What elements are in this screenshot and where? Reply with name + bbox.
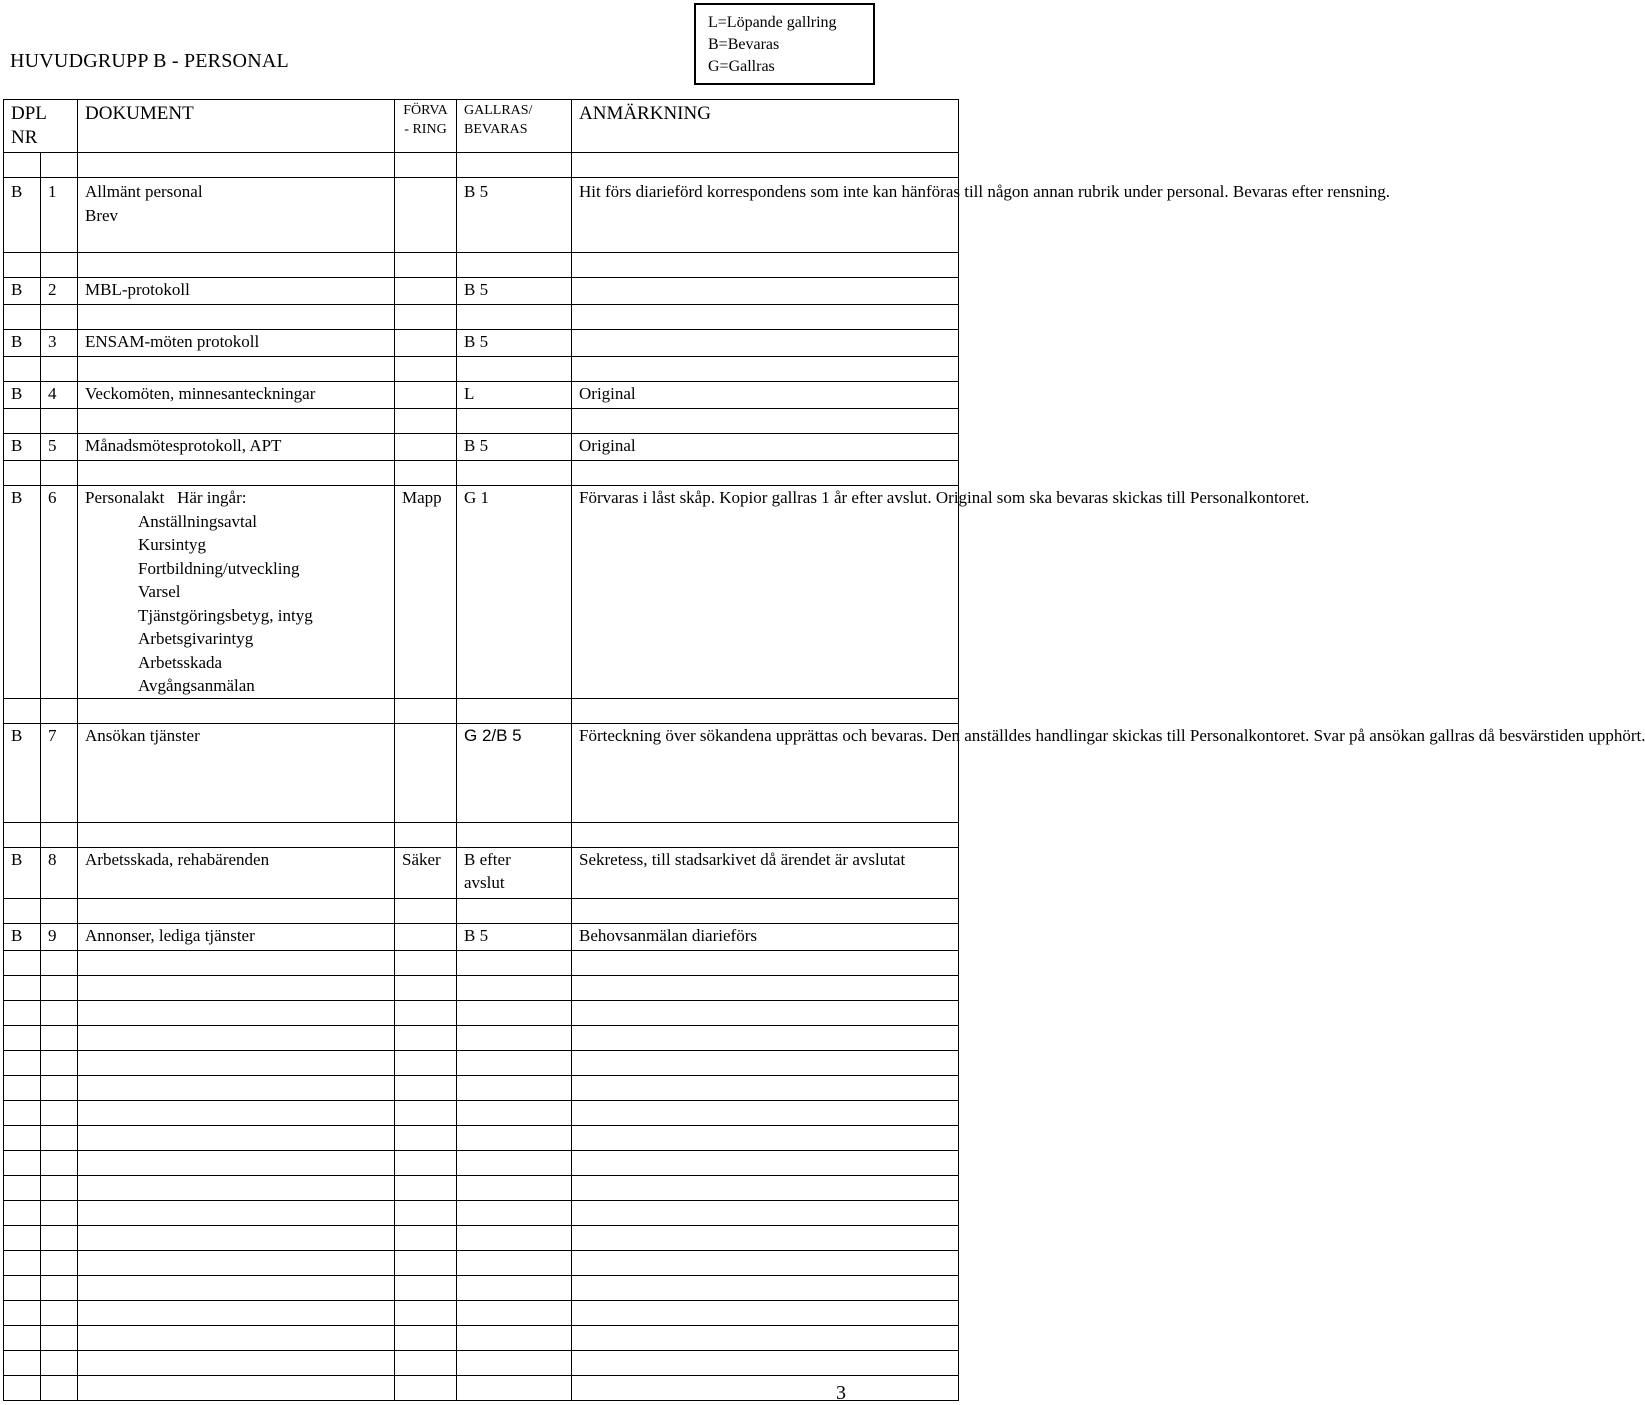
cell-nr: 6: [41, 486, 78, 699]
cell-gallras: B 5: [457, 434, 572, 461]
header-forvaring: [395, 100, 457, 153]
empty-row: [4, 950, 959, 975]
document-line: Allmänt personal: [85, 182, 203, 201]
empty-row: [4, 1275, 959, 1300]
header-forvaring-2: - RING: [404, 122, 447, 137]
empty-row: [4, 1225, 959, 1250]
cell-document: Ansökan tjänster: [78, 723, 395, 822]
spacer-row: [4, 305, 959, 330]
cell-gallras: [457, 847, 572, 898]
empty-row: [4, 1375, 959, 1400]
legend-box: [694, 3, 875, 85]
cell-document: [78, 486, 395, 699]
table-row: [4, 330, 959, 357]
cell-nr: 8: [41, 847, 78, 898]
cell-forvaring: Säker: [395, 847, 457, 898]
header-dpl: DPL: [11, 103, 47, 124]
cell-nr: 7: [41, 723, 78, 822]
cell-forvaring: [395, 382, 457, 409]
cell-gallras: B 5: [457, 923, 572, 950]
cell-nr: 3: [41, 330, 78, 357]
table-row: [4, 847, 959, 898]
cell-group: B: [4, 330, 41, 357]
empty-row: [4, 1025, 959, 1050]
header-gallras: [457, 100, 572, 153]
spacer-row: [4, 357, 959, 382]
empty-row: [4, 1200, 959, 1225]
table-row: [4, 723, 959, 822]
document-subitem: Avgångsanmälan: [138, 676, 255, 695]
table-row: [4, 382, 959, 409]
cell-document: Veckomöten, minnesanteckningar: [78, 382, 395, 409]
empty-row: [4, 1075, 959, 1100]
cell-group: B: [4, 278, 41, 305]
cell-group: B: [4, 178, 41, 253]
cell-anmarkning: Hit förs diarieförd korrespondens som inte kan hänföras till någon annan rubrik under personal. Bevaras efter rensning.: [572, 178, 959, 253]
cell-anmarkning: Original: [572, 382, 959, 409]
cell-group: B: [4, 434, 41, 461]
spacer-row: [4, 409, 959, 434]
document-table: [3, 99, 1645, 1401]
cell-nr: 1: [41, 178, 78, 253]
header-dokument: DOKUMENT: [78, 100, 395, 153]
empty-row: [4, 975, 959, 1000]
spacer-row: [4, 822, 959, 847]
cell-forvaring: [395, 178, 457, 253]
cell-anmarkning: Behovsanmälan diarieförs: [572, 923, 959, 950]
empty-row: [4, 1125, 959, 1150]
document-line: Brev: [85, 205, 119, 225]
spacer-row: [4, 898, 959, 923]
cell-gallras: B 5: [457, 330, 572, 357]
table-header: [4, 100, 959, 153]
cell-forvaring: [395, 434, 457, 461]
cell-document: Annonser, lediga tjänster: [78, 923, 395, 950]
spacer-row: [4, 461, 959, 486]
page-title: HUVUDGRUPP B - PERSONAL: [10, 50, 289, 72]
document-subitem: Kursintyg: [138, 535, 206, 554]
spacer-row: [4, 153, 959, 178]
cell-anmarkning: [572, 278, 959, 305]
cell-nr: 9: [41, 923, 78, 950]
cell-group: B: [4, 723, 41, 822]
document-subitem: Anställningsavtal: [138, 511, 257, 531]
table-row: [4, 278, 959, 305]
cell-forvaring: [395, 278, 457, 305]
cell-document: ENSAM-möten protokoll: [78, 330, 395, 357]
table-row: [4, 434, 959, 461]
cell-anmarkning: Original: [572, 434, 959, 461]
cell-gallras: G 2/B 5: [457, 723, 572, 822]
header-forvaring-1: FÖRVA: [403, 103, 448, 118]
cell-group: B: [4, 847, 41, 898]
cell-forvaring: [395, 723, 457, 822]
header-gallras-2: BEVARAS: [464, 122, 528, 137]
cell-forvaring: Mapp: [395, 486, 457, 699]
cell-gallras: G 1: [457, 486, 572, 699]
empty-row: [4, 1250, 959, 1275]
table-row: [4, 486, 959, 699]
empty-row: [4, 1050, 959, 1075]
legend-line: L=Löpande gallring: [708, 14, 837, 31]
legend-line: G=Gallras: [708, 58, 775, 75]
legend-line: B=Bevaras: [708, 36, 780, 53]
cell-nr: 5: [41, 434, 78, 461]
empty-row: [4, 1350, 959, 1375]
gallras-line: B efter: [464, 849, 511, 869]
cell-group: B: [4, 382, 41, 409]
empty-row: [4, 1300, 959, 1325]
cell-gallras: B 5: [457, 278, 572, 305]
spacer-row: [4, 698, 959, 723]
header-gallras-1: GALLRAS/: [464, 103, 533, 118]
cell-document: Månadsmötesprotokoll, APT: [78, 434, 395, 461]
document-subitem: Fortbildning/utveckling: [138, 558, 300, 578]
cell-group: B: [4, 486, 41, 699]
empty-row: [4, 1100, 959, 1125]
cell-forvaring: [395, 330, 457, 357]
cell-document: Arbetsskada, rehabärenden: [78, 847, 395, 898]
header-nr: NR: [11, 127, 38, 148]
cell-anmarkning: Sekretess, till stadsarkivet då ärendet är avslutat: [572, 847, 959, 898]
empty-row: [4, 1175, 959, 1200]
cell-nr: 2: [41, 278, 78, 305]
document-line: Personalakt Här ingår:: [85, 488, 247, 507]
cell-document: MBL-protokoll: [78, 278, 395, 305]
document-subitem: Tjänstgöringsbetyg, intyg: [138, 605, 313, 625]
cell-group: B: [4, 923, 41, 950]
cell-anmarkning: [572, 330, 959, 357]
document-subitem: Varsel: [138, 582, 181, 601]
header-anmarkning: ANMÄRKNING: [572, 100, 959, 153]
cell-gallras: L: [457, 382, 572, 409]
page-number: 3: [836, 1382, 846, 1404]
spacer-row: [4, 253, 959, 278]
cell-anmarkning: Förvaras i låst skåp. Kopior gallras 1 år efter avslut. Original som ska bevaras skickas till Personalkontoret.: [572, 486, 959, 699]
cell-gallras: B 5: [457, 178, 572, 253]
table-row: [4, 923, 959, 950]
gallras-line: avslut: [464, 873, 505, 892]
empty-row: [4, 1325, 959, 1350]
empty-row: [4, 1000, 959, 1025]
document-subitem: Arbetsskada: [138, 652, 223, 672]
empty-row: [4, 1150, 959, 1175]
header-dpl-nr: [4, 100, 78, 153]
table-row: [4, 178, 959, 253]
document-subitem: Arbetsgivarintyg: [138, 629, 254, 648]
cell-anmarkning: Förteckning över sökandena upprättas och bevaras. Den anställdes handlingar skickas till Personalkontoret. Svar på ansökan gallras då besvärstiden upphört.: [572, 723, 959, 822]
cell-nr: 4: [41, 382, 78, 409]
cell-forvaring: [395, 923, 457, 950]
cell-document: [78, 178, 395, 253]
